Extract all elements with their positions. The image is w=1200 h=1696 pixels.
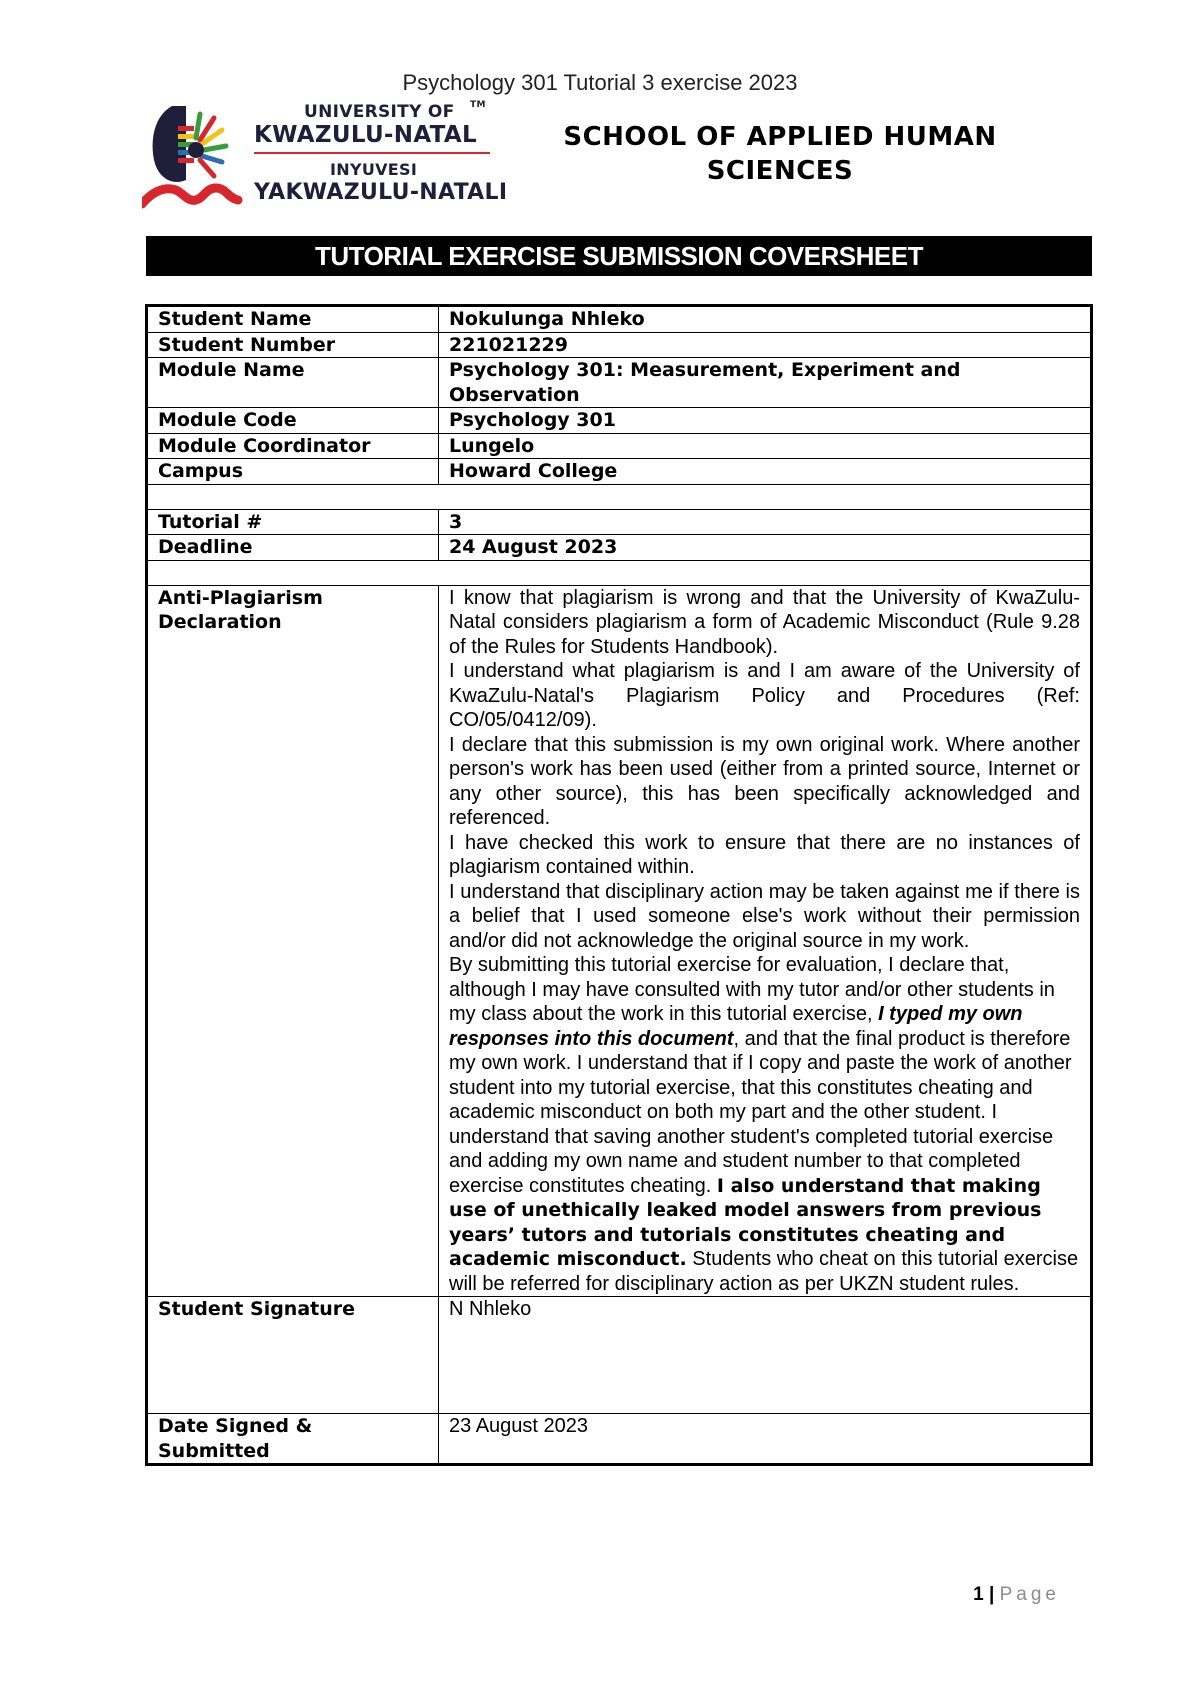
page-separator: | — [989, 1584, 995, 1605]
school-name-line1: SCHOOL OF APPLIED HUMAN — [563, 122, 997, 152]
declaration-label — [148, 585, 439, 1297]
row-module-name — [148, 358, 1091, 408]
page-header-title: Psychology 301 Tutorial 3 exercise 2023 — [402, 70, 798, 95]
module-coordinator-value: Lungelo — [439, 433, 1091, 459]
school-name — [520, 120, 1040, 188]
row-signature — [148, 1297, 1091, 1414]
module-name-value: Psychology 301: Measurement, Experiment and Observation — [439, 358, 1091, 408]
tutorial-value: 3 — [439, 509, 1091, 535]
row-date-signed — [148, 1414, 1091, 1464]
logo-divider — [254, 152, 490, 154]
declaration-paragraph: I understand what plagiarism is and I am aware of the University of KwaZulu-Natal's Plagiarism Policy and Procedures (Ref: CO/05/0412/09). — [449, 660, 1080, 731]
logo-university-of: UNIVERSITY OF — [304, 102, 455, 122]
row-spacer — [148, 560, 1091, 585]
campus-value: Howard College — [439, 459, 1091, 485]
university-logo — [142, 100, 508, 212]
school-name-line2: SCIENCES — [706, 156, 854, 186]
date-signed-label: Date Signed & Submitted — [148, 1414, 439, 1464]
coversheet-form — [145, 304, 1093, 1466]
row-tutorial — [148, 509, 1091, 535]
logo-trademark: TM — [470, 100, 486, 110]
tutorial-label: Tutorial # — [148, 509, 439, 535]
logo-yakwazulu-natali: YAKWAZULU-NATALI — [254, 180, 508, 205]
student-number-label: Student Number — [148, 332, 439, 358]
module-coordinator-label: Module Coordinator — [148, 433, 439, 459]
declaration-paragraph: I know that plagiarism is wrong and that the University of KwaZulu-Natal considers plagiarism a form of Academic Misconduct (Rule 9.28 of the Rules for Students Handbook). — [449, 586, 1080, 658]
row-spacer — [148, 484, 1091, 509]
signature-label: Student Signature — [148, 1297, 439, 1414]
row-student-name — [148, 307, 1091, 333]
row-module-coordinator — [148, 433, 1091, 459]
student-name-value: Nokulunga Nhleko — [439, 307, 1091, 333]
declaration-bold-statement: I also understand that making use of unethically leaked model answers from previous years’ tutors and tutorials constitutes cheating and academic misconduct. — [449, 1174, 1042, 1270]
declaration-label-line2: Declaration — [158, 611, 282, 633]
module-code-value: Psychology 301 — [439, 408, 1091, 434]
page-word: Page — [999, 1584, 1060, 1605]
declaration-text-run: , and that the final product is therefore my own work. I understand that if I copy and paste the work of another student into my tutorial exercise, that this constitutes cheating and academic misconduct on both my part and the other student. I understand that saving another student's completed tutorial exercise and adding my own name and student number to that completed exercise constitutes cheating. — [449, 1027, 1072, 1197]
row-module-code — [148, 408, 1091, 434]
row-student-number — [148, 332, 1091, 358]
declaration-emphasis: I typed my own responses into this document — [449, 1003, 1023, 1050]
page-number: 1 — [973, 1584, 984, 1605]
spacer-cell — [148, 484, 1091, 509]
ukzn-emblem-icon — [142, 100, 262, 212]
row-deadline — [148, 535, 1091, 561]
declaration-paragraph: I have checked this work to ensure that there are no instances of plagiarism contained within. — [449, 831, 1080, 878]
page-footer — [973, 1584, 1060, 1606]
declaration-label-line1: Anti-Plagiarism — [158, 586, 323, 609]
spacer-cell — [148, 560, 1091, 585]
declaration-paragraph: I declare that this submission is my own original work. Where another person's work has been used (either from a printed source, Internet or any other source), this has been specifically acknowledged and referenced. — [449, 733, 1080, 829]
campus-label: Campus — [148, 459, 439, 485]
date-signed-value: 23 August 2023 — [439, 1414, 1091, 1464]
declaration-text-run: Students who cheat on this tutorial exercise will be referred for disciplinary action as per UKZN student rules. — [449, 1248, 1079, 1295]
student-number-value: 221021229 — [439, 332, 1091, 358]
declaration-text — [439, 585, 1091, 1297]
logo-inyuvesi: INYUVESI — [330, 160, 418, 179]
row-declaration — [148, 585, 1091, 1297]
deadline-label: Deadline — [148, 535, 439, 561]
module-code-label: Module Code — [148, 408, 439, 434]
coversheet-banner: TUTORIAL EXERCISE SUBMISSION COVERSHEET — [146, 236, 1092, 276]
row-campus — [148, 459, 1091, 485]
signature-value: N Nhleko — [439, 1297, 1091, 1414]
declaration-paragraph: I understand that disciplinary action may be taken against me if there is a belief that I used someone else's work without their permission and/or did not acknowledge the original source in my work. — [449, 880, 1080, 952]
student-name-label: Student Name — [148, 307, 439, 333]
declaration-text-run: By submitting this tutorial exercise for evaluation, I declare that, although I may have consulted with my tutor and/or other students in my class about the work in this tutorial exercise, — [449, 954, 1055, 1025]
declaration-final-paragraph — [449, 953, 1080, 1296]
logo-kwazulu-natal: KWAZULU-NATAL — [254, 122, 477, 148]
deadline-value: 24 August 2023 — [439, 535, 1091, 561]
module-name-label: Module Name — [148, 358, 439, 408]
